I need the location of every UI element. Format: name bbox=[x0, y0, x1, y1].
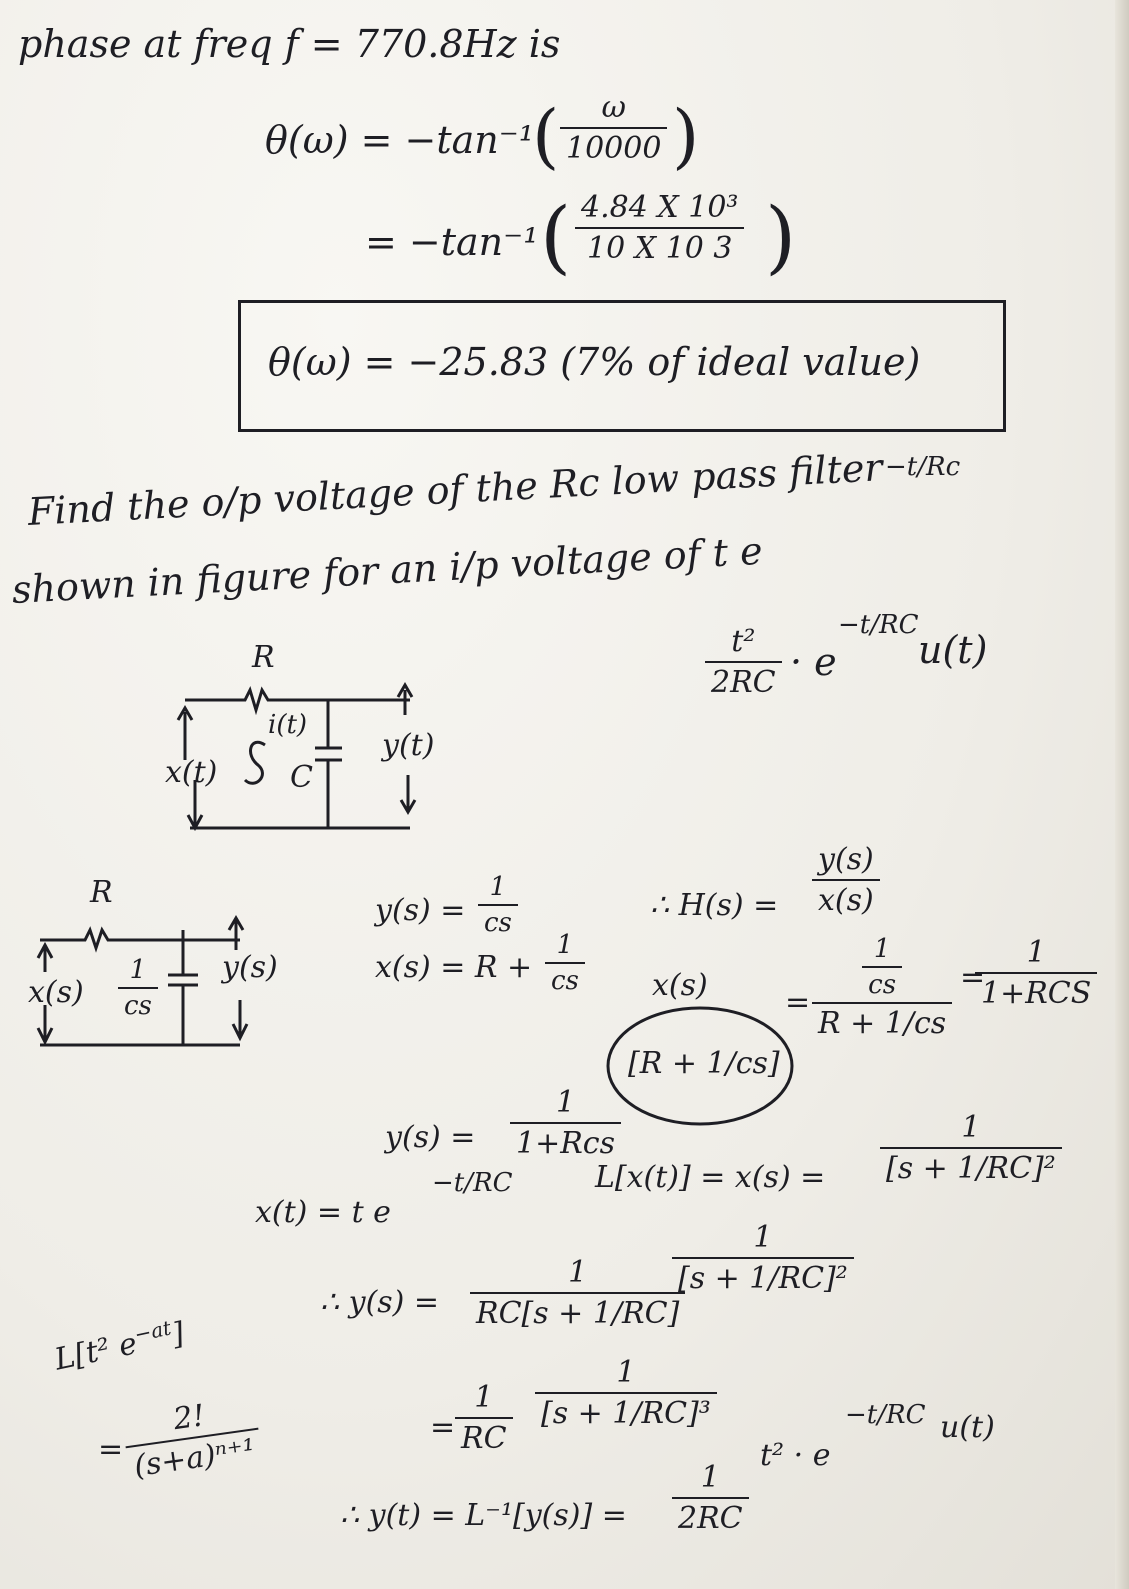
circuit2-cap-den: cs bbox=[124, 991, 152, 1021]
formula-eq: = bbox=[98, 1432, 124, 1467]
laplace-lhs: L[x(t)] = x(s) = bbox=[595, 1160, 826, 1195]
ys3-second-fraction bbox=[672, 1220, 854, 1296]
fraction-bar bbox=[535, 1392, 717, 1394]
ys3-f2-den: [s + 1/RC]² bbox=[678, 1261, 848, 1296]
yt-exp: −t/RC bbox=[845, 1400, 926, 1430]
formula-lhs-text: L[t² e bbox=[51, 1326, 141, 1378]
circuit1-input-arrow-up bbox=[178, 708, 192, 760]
big-num-fraction bbox=[862, 934, 902, 1000]
ys3-f2-num: 1 bbox=[753, 1220, 773, 1255]
formula-den: (s+a)ⁿ⁺¹ bbox=[132, 1432, 258, 1485]
ys-lhs: y(s) = bbox=[375, 893, 466, 928]
circuit1-label-R: R bbox=[252, 640, 275, 675]
yt-fraction bbox=[672, 1460, 749, 1536]
eq4-second-fraction bbox=[535, 1355, 717, 1431]
ys3-fraction bbox=[470, 1255, 685, 1331]
answer-top-exp: −t/RC bbox=[838, 610, 919, 640]
fraction-bar bbox=[975, 972, 1097, 974]
big-fraction-num bbox=[856, 930, 908, 1000]
circuit2-cap-fraction bbox=[118, 955, 158, 1021]
xs-fraction bbox=[545, 930, 585, 996]
ys3-lhs: ∴ y(s) = bbox=[320, 1285, 440, 1320]
formula-lhs-exp: −at bbox=[132, 1315, 174, 1347]
fraction-bar bbox=[880, 1147, 1062, 1149]
final-eq-sign: = bbox=[960, 960, 986, 995]
ys-num: 1 bbox=[489, 872, 507, 902]
problem-line-1: Find the o/p voltage of the Rc low pass filter bbox=[26, 445, 884, 534]
big-fraction bbox=[812, 930, 952, 1041]
circuit1-capacitor bbox=[315, 700, 342, 828]
xs-label: x(s) bbox=[652, 968, 708, 1003]
circuit2-output-arrow-up bbox=[229, 918, 243, 950]
phase-intro: phase at freq f = 770.8Hz is bbox=[18, 22, 561, 66]
xs-num: 1 bbox=[556, 930, 574, 960]
fraction-bar bbox=[672, 1497, 749, 1499]
final-den: 1+RCS bbox=[981, 976, 1092, 1011]
paren-close-1: ) bbox=[672, 95, 700, 177]
fraction-bar bbox=[478, 904, 518, 906]
circuit1-label-current: i(t) bbox=[268, 710, 308, 740]
answer-top-num: t² bbox=[731, 624, 756, 659]
yt-lhs: ∴ y(t) = L⁻¹[y(s)] = bbox=[340, 1498, 627, 1533]
laplace-den: [s + 1/RC]² bbox=[886, 1151, 1056, 1186]
yt-den: 2RC bbox=[678, 1501, 743, 1536]
eq4-num: 1 bbox=[474, 1380, 494, 1415]
fraction-bar bbox=[455, 1417, 513, 1419]
final-fraction bbox=[975, 935, 1097, 1011]
circuit1-top-wire bbox=[185, 690, 410, 710]
laplace-num: 1 bbox=[961, 1110, 981, 1145]
answer-top-rest: · e bbox=[790, 640, 837, 684]
phase-eq2-num: 4.84 X 10³ bbox=[581, 190, 739, 225]
xs-lhs: x(s) = R + bbox=[375, 950, 533, 985]
page-edge bbox=[1115, 0, 1129, 1589]
big-num-num: 1 bbox=[873, 934, 891, 964]
problem-exponent: −t/Rc bbox=[885, 452, 961, 482]
ys2-lhs: y(s) = bbox=[385, 1120, 476, 1155]
eq4-f-num: 1 bbox=[616, 1355, 636, 1390]
final-num: 1 bbox=[1026, 935, 1046, 970]
ys-den: cs bbox=[484, 908, 512, 938]
ys2-den: 1+Rcs bbox=[516, 1126, 616, 1161]
xt-expr: x(t) = t e bbox=[255, 1195, 391, 1230]
big-num-den: cs bbox=[868, 970, 897, 1000]
fraction-bar bbox=[470, 1292, 685, 1294]
circuit2-top-wire bbox=[40, 930, 240, 948]
fraction-bar bbox=[862, 966, 902, 968]
circuit2-label-output: y(s) bbox=[222, 950, 278, 985]
phase-eq1-lhs: θ(ω) = −tan⁻¹ bbox=[265, 118, 535, 162]
circuit2-label-input: x(s) bbox=[28, 975, 84, 1010]
circuit1-label-cap: C bbox=[290, 760, 313, 795]
circuit1-output-arrow-down bbox=[401, 775, 415, 812]
problem-line-2: shown in figure for an i/p voltage of t e bbox=[10, 528, 764, 612]
circuit1-label-output: y(t) bbox=[382, 728, 435, 763]
big-eq-sign: = bbox=[785, 985, 811, 1020]
phase-result: θ(ω) = −25.83 (7% of ideal value) bbox=[268, 340, 921, 384]
ys2-fraction bbox=[510, 1085, 621, 1161]
ys2-num: 1 bbox=[555, 1085, 576, 1120]
hs-den: x(s) bbox=[818, 883, 874, 918]
circuit2-capacitor bbox=[168, 930, 198, 1045]
hs-fraction bbox=[812, 842, 880, 918]
fraction-bar bbox=[510, 1122, 621, 1124]
ys3-den: RC[s + 1/RC] bbox=[476, 1296, 680, 1331]
laplace-fraction bbox=[880, 1110, 1062, 1186]
circuit2-output-arrow-down bbox=[233, 1000, 247, 1038]
fraction-bar bbox=[672, 1257, 854, 1259]
circuit2-label-R: R bbox=[90, 875, 113, 910]
hs-num: y(s) bbox=[818, 842, 874, 877]
xs-den: cs bbox=[551, 966, 579, 996]
paren-open-1: ( bbox=[532, 95, 560, 177]
circuit2-input-arrow-down bbox=[38, 1005, 52, 1042]
xt-exp: −t/RC bbox=[432, 1168, 513, 1198]
fraction-bar bbox=[812, 879, 880, 881]
circled-term: [R + 1/cs] bbox=[628, 1046, 780, 1081]
fraction-bar bbox=[812, 1002, 952, 1004]
answer-top-tail: u(t) bbox=[918, 628, 988, 672]
fraction-bar bbox=[545, 962, 585, 964]
answer-top-den: 2RC bbox=[711, 665, 776, 700]
fraction-bar bbox=[118, 987, 158, 989]
eq4-sign: = bbox=[430, 1410, 456, 1445]
phase-eq2-lhs: = −tan⁻¹ bbox=[365, 220, 539, 264]
circuit2-cap-num: 1 bbox=[129, 955, 147, 985]
circuit1-label-input: x(t) bbox=[165, 755, 218, 790]
phase-eq1-den: 10000 bbox=[566, 131, 662, 166]
eq4-fraction bbox=[455, 1380, 513, 1456]
eq4-den: RC bbox=[461, 1421, 507, 1456]
eq4-f-den: [s + 1/RC]³ bbox=[541, 1396, 711, 1431]
yt-tail: u(t) bbox=[940, 1410, 995, 1445]
phase-eq2-den: 10 X 10 3 bbox=[587, 231, 733, 266]
formula-num: 2! bbox=[171, 1398, 207, 1438]
yt-rest: t² · e bbox=[760, 1438, 831, 1473]
paren-open-2: ( bbox=[540, 190, 572, 283]
formula-lhs-close: ] bbox=[168, 1316, 188, 1353]
big-den: R + 1/cs bbox=[818, 1006, 947, 1041]
circuit1-current-loop bbox=[245, 742, 265, 783]
paren-close-2: ) bbox=[765, 190, 797, 283]
ys3-num: 1 bbox=[568, 1255, 588, 1290]
yt-num: 1 bbox=[700, 1460, 720, 1495]
hs-lhs: ∴ H(s) = bbox=[650, 888, 779, 923]
ys-fraction bbox=[478, 872, 518, 938]
circuit2-input-arrow-up bbox=[38, 945, 52, 972]
phase-eq1-num: ω bbox=[601, 90, 626, 125]
